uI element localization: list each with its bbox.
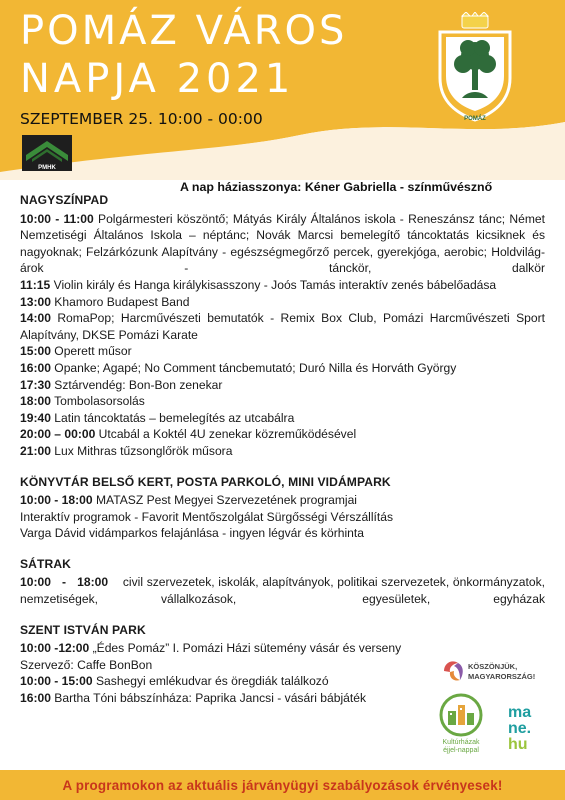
entry-time: 15:00 [20,344,51,359]
program-entry [20,294,545,311]
entry-text: RomaPop; Harcművészeti bemutatók - Remix Box Club, Pomázi Harcművészeti Sport Alapítvány, DKSE Pomázi Karate [20,311,545,342]
entry-time: 14:00 [20,311,51,326]
program-entry [20,426,545,443]
entry-text: MATASZ Pest Megyei Szervezetének programjai [92,493,357,508]
entry-time: 10:00 -12:00 [20,641,90,656]
program-entry [20,690,430,707]
program-entry [20,657,430,674]
entry-text: Operett műsor [50,344,132,359]
program-entry [20,509,545,526]
program-entry [20,360,545,377]
section-title: SÁTRAK [20,556,71,571]
program-entry [20,525,545,542]
section-main-stage [20,192,545,460]
mane-line-1: ma [508,704,532,721]
entry-text: Polgármesteri köszöntő; Mátyás Király Általános iskola - Reneszánsz tánc; Német Nemzetiségi Általános Iskola – néptánc; Novák Marcsi bemelegítő táncoktatás kicsiknek és nagyoknak; Felzárkózunk Alapítvány - egészségmegőrző percek, gyerekjóga, aerobic; Holdvilág-árok - tánckör, dalkör [20,211,545,276]
title-line-1: POMÁZ VÁROS [20,8,348,54]
entry-text: Varga Dávid vidámparkos felajánlása - ingyen légvár és körhinta [20,526,364,541]
entry-time: 10:00 - 18:00 [20,575,109,590]
mane-line-2: ne. [508,720,532,737]
footer-banner [0,770,565,800]
entry-time: 10:00 - 11:00 [20,211,94,226]
program-entry [20,574,549,607]
entry-time: 16:00 [20,691,51,706]
entry-time: 10:00 - 15:00 [20,674,93,689]
pmhk-label: PMHK [38,165,56,171]
program-entry [20,211,545,277]
section-library-garden [20,474,545,542]
entry-text: Latin táncoktatás – bemelegítés az utcabálra [50,410,295,425]
section-title: NAGYSZÍNPAD [20,193,109,207]
entry-text: Interaktív programok - Favorit Mentőszolgálat Sürgősségi Vérszállítás [20,509,394,524]
entry-time: 11:15 [20,277,51,292]
program-entry [20,310,545,343]
program-entry [20,410,545,427]
entry-time: 19:40 [20,410,51,425]
entry-time: 13:00 [20,294,51,309]
section-tents [20,556,549,608]
entry-text: Tombolasorsolás [50,394,145,409]
kulturhazak-line-1: Kultúrházak [442,739,480,746]
entry-text: Sashegyi emlékudvar és öregdiák találkozó [92,674,329,689]
entry-time: 16:00 [20,360,51,375]
program-entry [20,343,545,360]
entry-text: Sztárvendég: Bon-Bon zenekar [50,377,223,392]
kulturhazak-logo-icon [434,693,488,755]
program-entry [20,377,545,394]
program-entry [20,492,545,509]
crest-label: POMÁZ [464,116,486,122]
program-entry [20,393,545,410]
koszonjuk-line-1: KÖSZÖNJÜK, [468,662,518,671]
koszonjuk-magyarorszag-logo-icon [440,656,552,686]
program-entry [20,640,430,657]
section-title: SZENT ISTVÁN PARK [20,622,146,637]
entry-time: 17:30 [20,377,51,392]
host-credit: A nap háziasszonya: Kéner Gabriella - színművésznő [180,180,493,194]
mane-hu-logo-icon [494,698,552,756]
entry-text: Khamoro Budapest Band [50,294,190,309]
entry-time: 10:00 - 18:00 [20,493,93,508]
koszonjuk-swirl-icon [444,661,463,680]
koszonjuk-line-2: MAGYARORSZÁG! [468,672,536,681]
entry-text: „Édes Pomáz” I. Pomázi Házi sütemény vásár és verseny [89,641,402,656]
section-title: KÖNYVTÁR BELSŐ KERT, POSTA PARKOLÓ, MINI VIDÁMPARK [20,474,391,489]
program-entry [20,277,545,294]
pmhk-logo-icon [22,135,72,171]
program-list [20,192,549,721]
event-date: SZEPTEMBER 25. 10:00 - 00:00 [20,110,263,128]
entry-text: Szervező: Caffe BonBon [20,657,153,672]
program-entry [20,673,430,690]
entry-time: 21:00 [20,443,51,458]
entry-text: Violin király és Hanga királykisasszony - Joós Tamás interaktív zenés bábelőadása [50,277,497,292]
entry-time: 20:00 – 00:00 [20,427,96,442]
entry-text: civil szervezetek, iskolák, alapítványok, politikai szervezetek, önkormányzatok, nemzetiségek, vállalkozások, egyesületek, egyházak [20,575,549,607]
kulturhazak-line-2: éjjel-nappal [443,747,479,754]
pomaz-crest-icon [432,12,518,124]
mane-line-3: hu [508,736,528,753]
entry-text: Bartha Tóni bábszínháza: Paprika Jancsi - vásári bábjáték [50,691,366,706]
title-line-2: NAPJA 2021 [20,56,295,102]
program-entry [20,443,545,460]
footer-notice: A programokon az aktuális járványügyi szabályozások érvényesek! [62,777,503,793]
entry-text: Opanke; Agapé; No Comment táncbemutató; Duró Nilla és Horváth György [50,360,457,375]
entry-time: 18:00 [20,394,51,409]
section-szent-istvan-park [20,622,430,707]
entry-text: Utcabál a Koktél 4U zenekar közreműködésével [95,427,357,442]
entry-text: Lux Mithras tűzsonglőrök műsora [50,443,233,458]
